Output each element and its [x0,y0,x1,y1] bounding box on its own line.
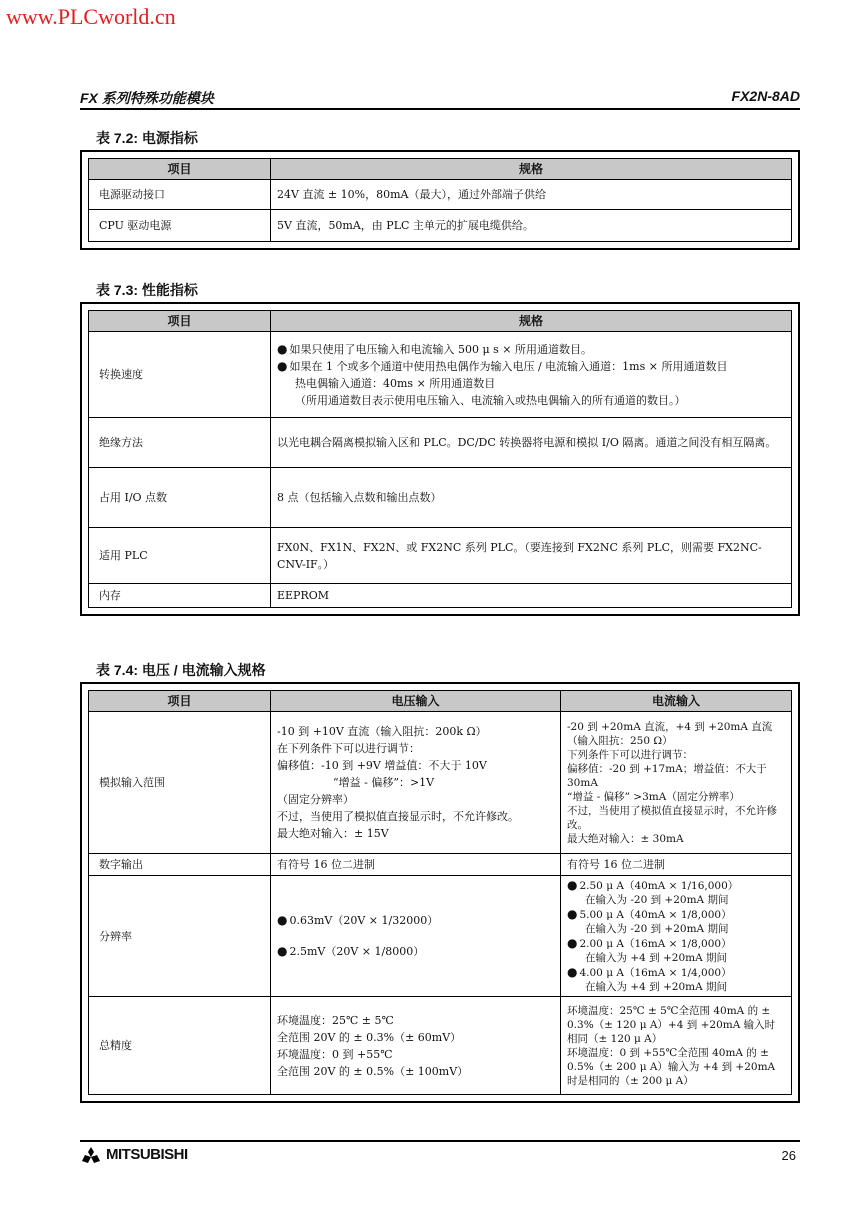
table-7-4-caption: 表 7.4: 电压 / 电流输入规格 [96,662,266,678]
table-cell-label: 数字输出 [89,854,271,876]
resolution-line: ● 4.00 μ A（16mA × 1/4,000） [567,965,785,980]
table-header-item: 项目 [89,159,271,180]
current-range-cell [561,712,792,854]
resolution-line: ● 0.63mV（20V × 1/32000） [277,912,554,929]
table-7-2 [80,150,800,250]
speed-line: ● 如果只使用了电压输入和电流输入 500 μ s × 所用通道数目。 [277,341,785,358]
page-number: 26 [781,1148,796,1163]
table-cell-value: 有符号 16 位二进制 [561,854,792,876]
voltage-resolution-cell [271,876,561,997]
table-7-4 [80,682,800,1103]
voltage-range-cell [271,712,561,854]
table-header-item: 项目 [89,311,271,332]
three-diamonds-icon [80,1147,102,1163]
text-line: 最大绝对输入：± 30mA [567,832,684,845]
table-cell-label: CPU 驱动电源 [89,210,271,242]
table-header-spec: 规格 [271,311,792,332]
mitsubishi-logo [80,1146,188,1163]
table-7-2-caption: 表 7.2: 电源指标 [96,130,198,146]
table-cell-value: 有符号 16 位二进制 [271,854,561,876]
resolution-line: ● 2.50 μ A（40mA × 1/16,000） [567,878,785,893]
text-line: 在下列条件下可以进行调节： [277,742,420,755]
text-line: -20 到 +20mA 直流，+4 到 +20mA 直流 [567,720,773,733]
text-line: 环境温度：0 到 +55℃全范围 40mA 的 ± 0.5%（± 200 μ A）输入为 +4 到 +20mA 时是相同的（± 200 μ A） [567,1046,776,1087]
current-accuracy-cell [561,997,792,1095]
text-line: “增益 - 偏移” >3mA（固定分辨率） [567,790,740,803]
table-header-voltage: 电压输入 [271,691,561,712]
header-rule [80,108,800,110]
text-line: （固定分辨率） [277,793,354,806]
table-cell-label: 转换速度 [89,332,271,418]
table-cell-value: 以光电耦合隔离模拟输入区和 PLC。DC/DC 转换器将电源和模拟 I/O 隔离。通道之间没有相互隔离。 [271,418,792,468]
text-line: 不过，当使用了模拟值直接显示时，不允许修改。 [567,804,777,831]
voltage-accuracy-cell [271,997,561,1095]
table-cell-label: 电源驱动接口 [89,180,271,210]
speed-line: ● 如果在 1 个或多个通道中使用热电偶作为输入电压 / 电流输入通道：1ms × 所用通道数目 [277,358,785,375]
table-cell-value: EEPROM [271,584,792,608]
text-line: 环境温度：0 到 +55℃ [277,1047,393,1061]
table-cell-value [271,332,792,418]
table-cell-label: 分辨率 [89,876,271,997]
table-header-current: 电流输入 [561,691,792,712]
text-line: 偏移值：-20 到 +17mA；增益值：不大于 30mA [567,762,767,789]
table-cell-label: 总精度 [89,997,271,1095]
text-line: “增益 - 偏移”：>1V [333,776,435,789]
table-cell-value: 24V 直流 ± 10%，80mA（最大），通过外部端子供给 [271,180,792,210]
speed-line: （所用通道数目表示使用电压输入、电流输入或热电偶输入的所有通道的数目。） [295,393,686,407]
text-line: 最大绝对输入：± 15V [277,827,389,840]
table-cell-value: 5V 直流，50mA，由 PLC 主单元的扩展电缆供给。 [271,210,792,242]
text-line: 环境温度：25℃ ± 5℃ [277,1013,394,1027]
text-line: （输入阻抗：250 Ω） [567,734,673,747]
table-cell-label: 适用 PLC [89,528,271,584]
resolution-condition: 在输入为 -20 到 +20mA 期间 [585,923,729,935]
table-header-spec: 规格 [271,159,792,180]
header-series-title: FX 系列特殊功能模块 [80,90,214,106]
resolution-condition: 在输入为 +4 到 +20mA 期间 [585,981,728,993]
resolution-line: ● 2.5mV（20V × 1/8000） [277,943,554,960]
speed-line: 热电偶输入通道：40ms × 所用通道数目 [295,376,496,390]
footer-rule [80,1140,800,1142]
text-line: 下列条件下可以进行调节： [567,748,693,761]
table-cell-label: 内存 [89,584,271,608]
current-resolution-cell [561,876,792,997]
resolution-condition: 在输入为 -20 到 +20mA 期间 [585,894,729,906]
table-cell-label: 占用 I/O 点数 [89,468,271,528]
text-line: 偏移值：-10 到 +9V 增益值：不大于 10V [277,759,487,772]
table-cell-value: FX0N、FX1N、FX2N、或 FX2NC 系列 PLC。（要连接到 FX2NC 系列 PLC，则需要 FX2NC-CNV-IF。） [271,528,792,584]
resolution-line: ● 5.00 μ A（40mA × 1/8,000） [567,907,785,922]
table-7-3 [80,302,800,616]
brand-name: MITSUBISHI [106,1146,188,1163]
header-model: FX2N-8AD [731,88,800,104]
table-cell-label: 绝缘方法 [89,418,271,468]
watermark: www.PLCworld.cn [6,4,176,29]
text-line: 不过，当使用了模拟值直接显示时，不允许修改。 [277,810,519,823]
text-line: -10 到 +10V 直流（输入阻抗：200k Ω） [277,725,487,738]
table-cell-value: 8 点（包括输入点数和输出点数） [271,468,792,528]
table-cell-label: 模拟输入范围 [89,712,271,854]
text-line: 全范围 20V 的 ± 0.5%（± 100mV） [277,1064,469,1078]
resolution-line: ● 2.00 μ A（16mA × 1/8,000） [567,936,785,951]
table-header-item: 项目 [89,691,271,712]
text-line: 全范围 20V 的 ± 0.3%（± 60mV） [277,1030,462,1044]
resolution-condition: 在输入为 +4 到 +20mA 期间 [585,952,728,964]
table-7-3-caption: 表 7.3: 性能指标 [96,282,198,298]
text-line: 环境温度：25℃ ± 5℃全范围 40mA 的 ± 0.3%（± 120 μ A）+4 到 +20mA 输入时相同（± 120 μ A） [567,1004,776,1045]
